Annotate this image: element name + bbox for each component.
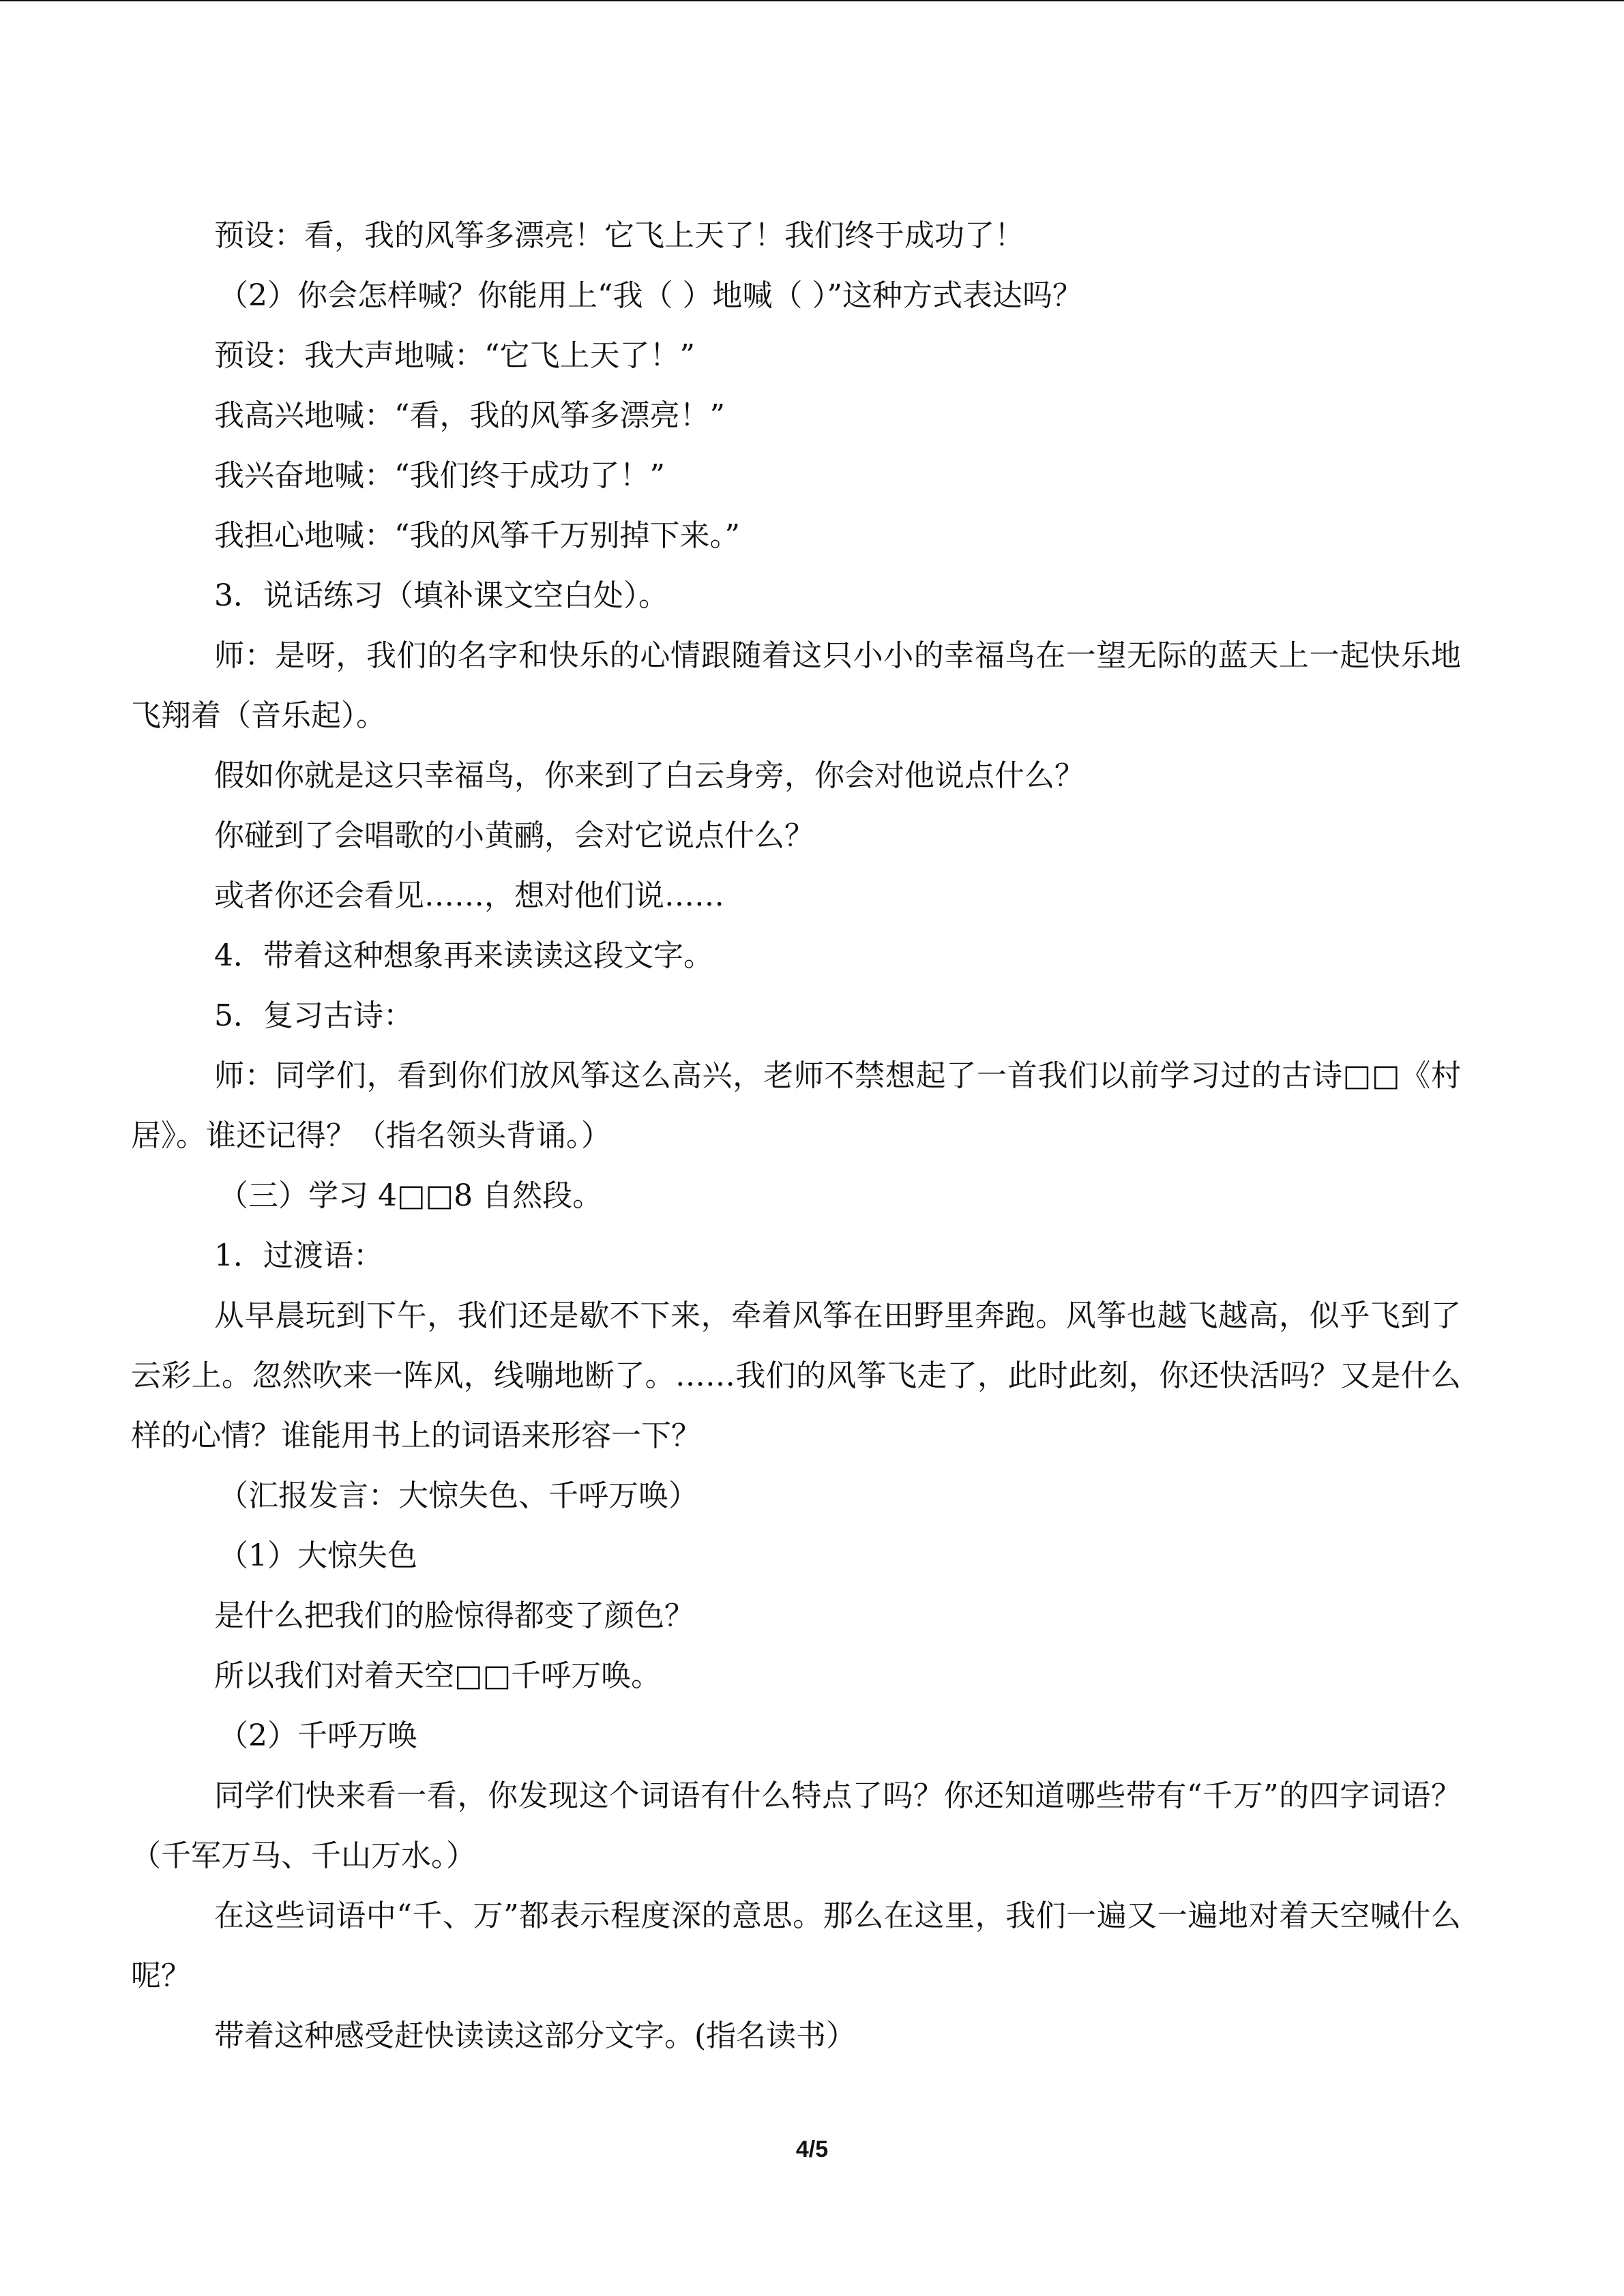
paragraph-word-features: 同学们快来看一看，你发现这个词语有什么特点了吗？你还知道哪些带有“千万”的四字词语？（千军万马、千山万水。） [131, 1778, 1461, 1873]
paragraph-term-1: （1）大惊失色 [218, 1538, 417, 1573]
paragraph-review-poem: 5．复习古诗： [214, 998, 413, 1033]
paragraph-oriole: 你碰到了会唱歌的小黄鹂，会对它说点什么？ [214, 818, 814, 853]
page-number: 4/5 [795, 2136, 829, 2162]
paragraph-happy-shout: 我高兴地喊：“看，我的风筝多漂亮！” [214, 398, 725, 433]
paragraph-read-book: 带着这种感受赶快读读这部分文字。(指名读书） [214, 2018, 857, 2053]
paragraph-degree-meaning: 在这些词语中“千、万”都表示程度深的意思。那么在这里，我们一遍又一遍地对着天空喊什么呢？ [131, 1898, 1461, 1993]
paragraph-transition: 1．过渡语： [214, 1238, 383, 1273]
paragraph-teacher-music: 师：是呀，我们的名字和快乐的心情跟随着这只小小的幸福鸟在一望无际的蓝天上一起快乐地飞翔着（音乐起）。 [131, 638, 1461, 733]
paragraph-excited-shout: 我兴奋地喊：“我们终于成功了！” [214, 458, 665, 493]
paragraph-call-sky: 所以我们对着天空□□千呼万唤。 [214, 1658, 662, 1693]
paragraph-speaking-practice: 3．说话练习（填补课文空白处）。 [214, 578, 668, 613]
paragraph-teacher-poem: 师：同学们，看到你们放风筝这么高兴，老师不禁想起了一首我们以前学习过的古诗□□《村居》。谁还记得？（指名领头背诵。） [131, 1058, 1461, 1153]
paragraph-face-color: 是什么把我们的脸惊得都变了颜色？ [214, 1598, 694, 1633]
paragraph-story: 从早晨玩到下午，我们还是歇不下来，牵着风筝在田野里奔跑。风筝也越飞越高，似乎飞到了云彩上。忽然吹来一阵风，线嘣地断了。……我们的风筝飞走了，此时此刻，你还快活吗？又是什么样的心情？谁能用书上的词语来形容一下？ [131, 1298, 1461, 1453]
paragraph-worried-shout: 我担心地喊：“我的风筝千万别掉下来。” [214, 518, 740, 553]
document-body [131, 206, 1461, 2066]
paragraph-see-more: 或者你还会看见……，想对他们说…… [214, 878, 724, 913]
paragraph-question-2: （2）你会怎样喊？你能用上“我（ ）地喊（ ）”这种方式表达吗？ [218, 278, 1082, 313]
paragraph-happy-bird: 假如你就是这只幸福鸟，你来到了白云身旁，你会对他说点什么？ [214, 758, 1084, 793]
paragraph-report: （汇报发言：大惊失色、千呼万唤） [218, 1478, 698, 1513]
paragraph-read-again: 4．带着这种想象再来读读这段文字。 [214, 938, 713, 973]
section-heading-4-8: （三）学习 4□□8 自然段。 [218, 1178, 603, 1213]
paragraph-preset-kite: 预设：看，我的风筝多漂亮！它飞上天了！我们终于成功了！ [214, 218, 1024, 253]
paragraph-term-2: （2）千呼万唤 [218, 1718, 417, 1753]
paragraph-preset-shout: 预设：我大声地喊：“它飞上天了！” [214, 338, 695, 373]
